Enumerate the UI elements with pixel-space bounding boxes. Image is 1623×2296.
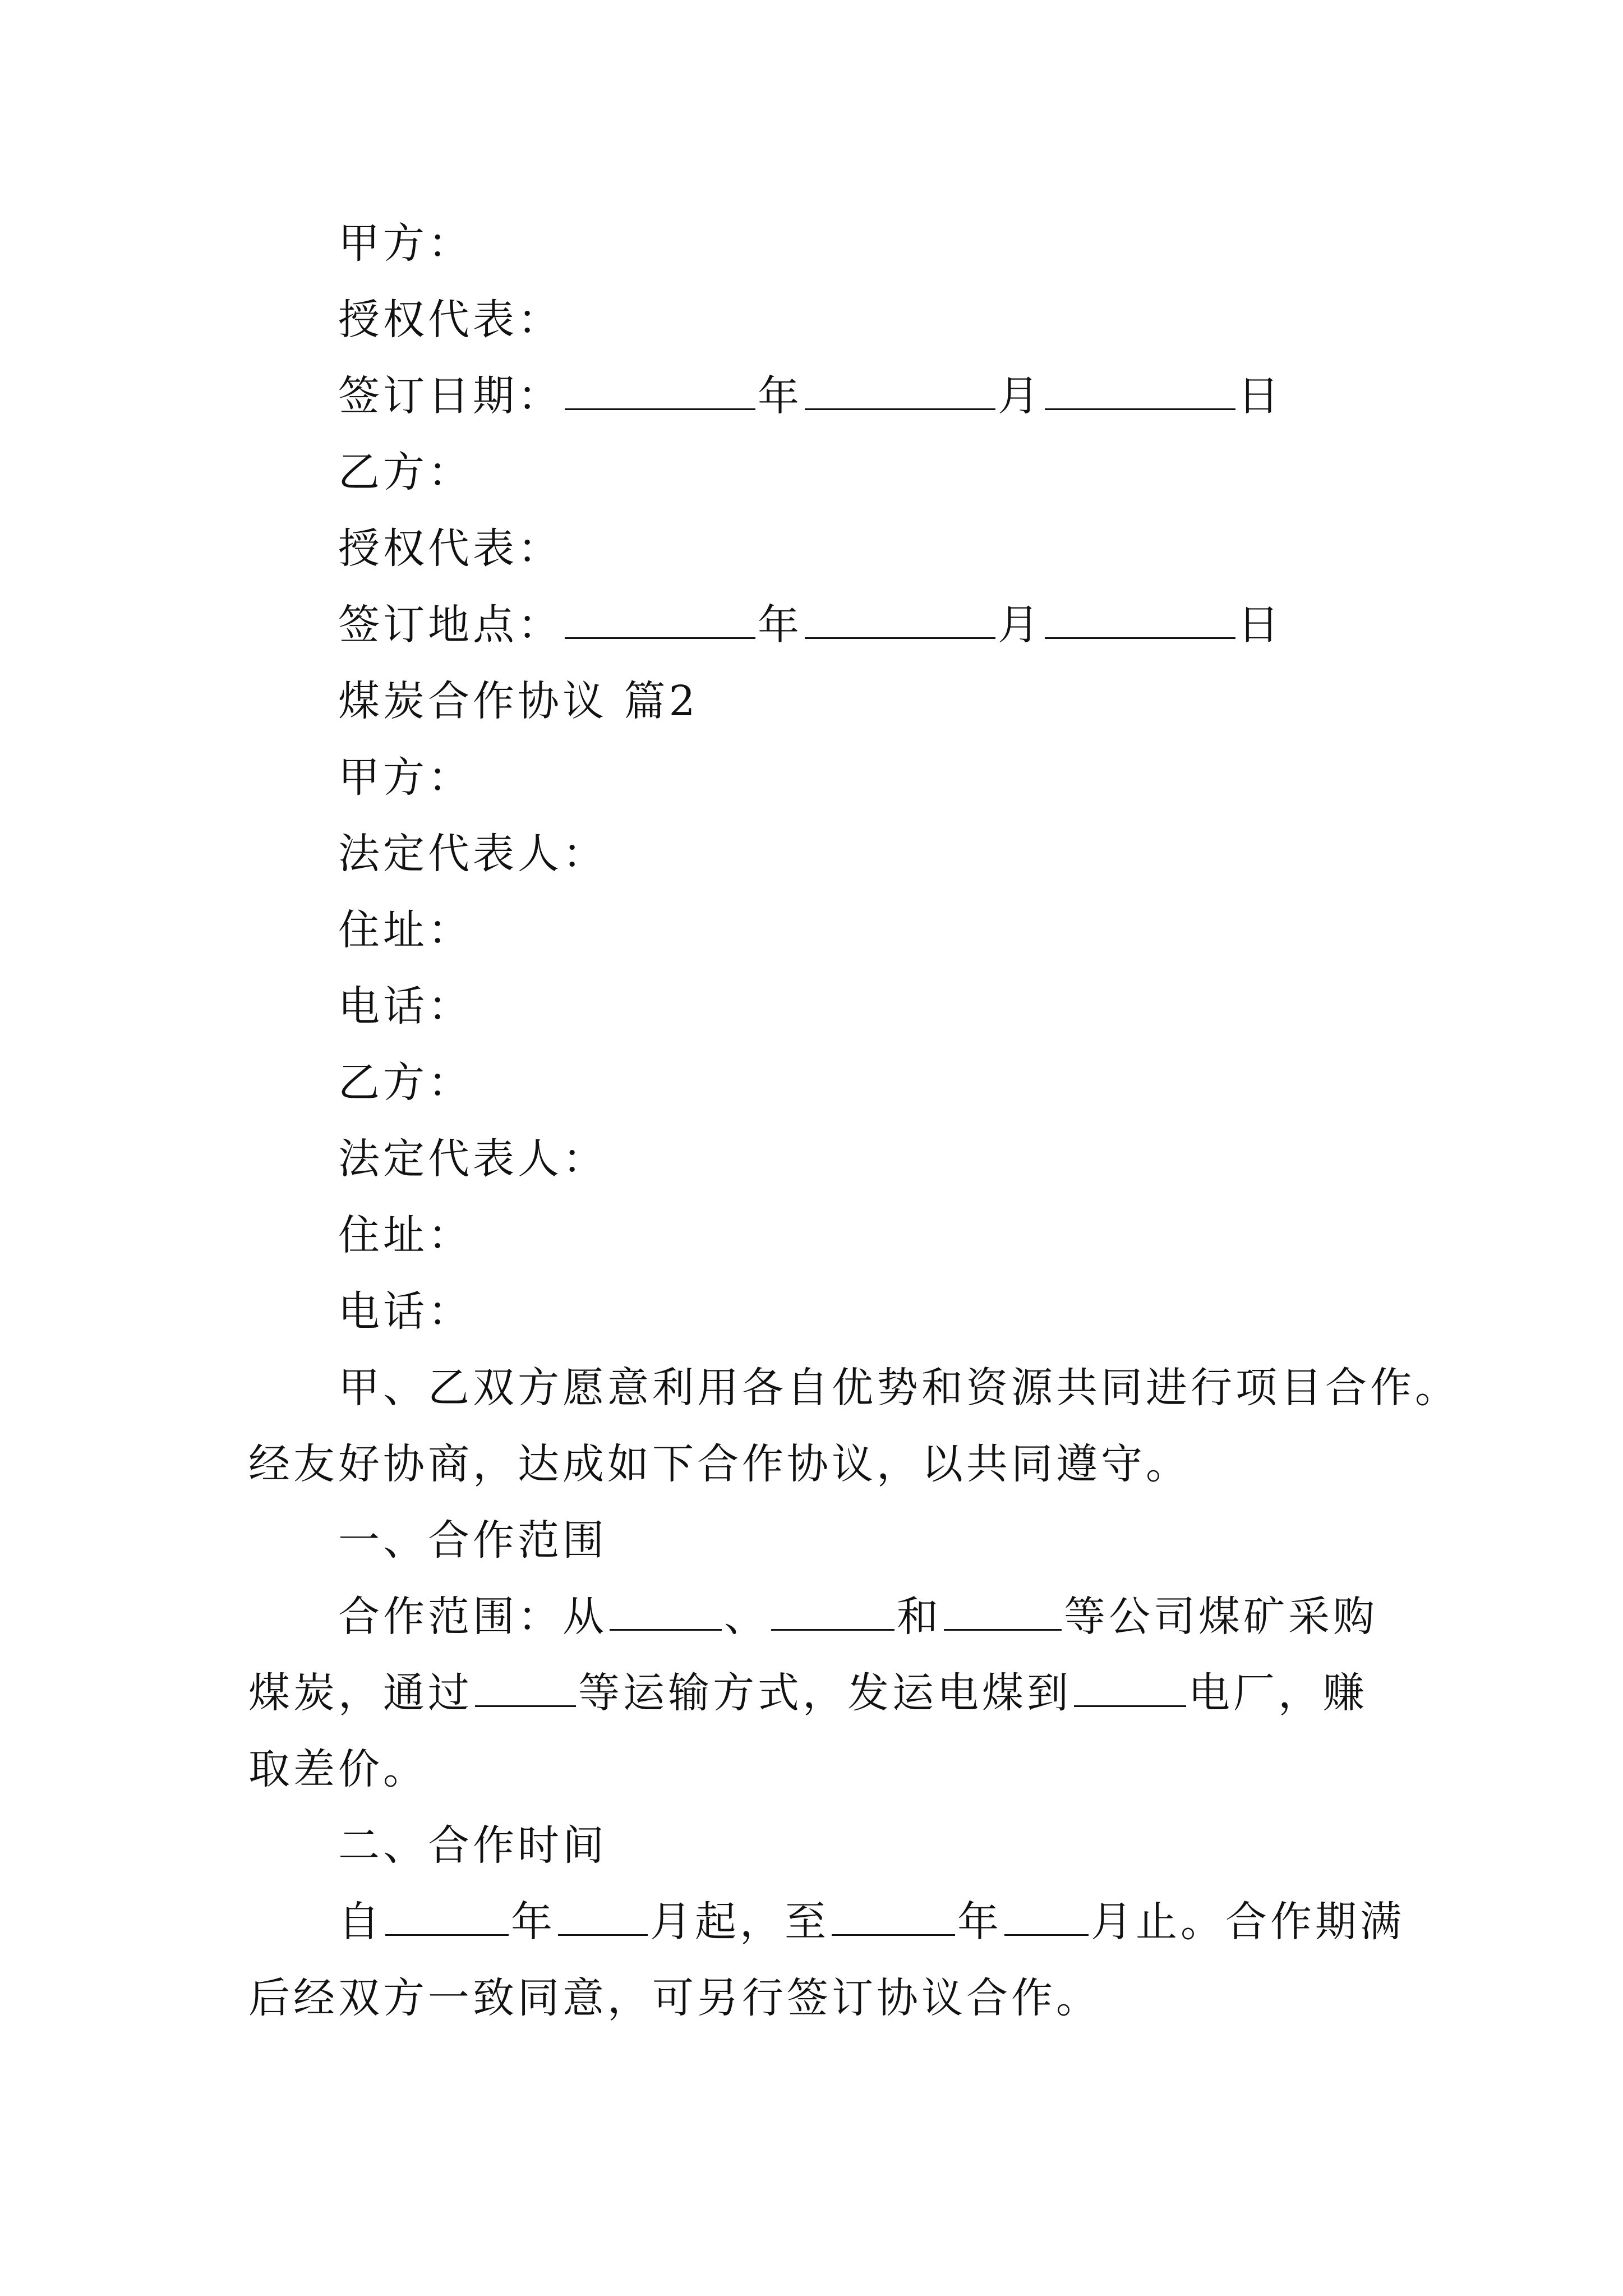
article-title: 煤炭合作协议 篇2 [338,677,699,725]
day-blank[interactable] [1045,604,1235,639]
scope-paragraph-line-1 [338,1589,1378,1645]
party-b-address-label: 住址： [338,1211,473,1259]
time-paragraph-line-2: 后经双方一致同意，可另行签订协议合作。 [248,1974,1101,2022]
day-blank[interactable] [1045,375,1235,410]
company-1-blank[interactable] [610,1595,722,1631]
year-label: 年 [758,601,803,649]
start-month-blank[interactable] [558,1901,648,1936]
company-2-blank[interactable] [771,1595,895,1631]
scope-paragraph-line-3: 取差价。 [248,1745,428,1793]
intro-paragraph-line-1: 甲、乙双方愿意利用各自优势和资源共同进行项目合作。 [338,1364,1460,1412]
party-a-label: 甲方： [338,753,473,802]
party-b-label: 乙方： [338,1059,473,1107]
day-label: 日 [1238,372,1283,420]
scope-text: 电厂，赚 [1188,1669,1368,1717]
party-a-address-label: 住址： [338,906,473,954]
scope-text: 等运输方式，发运电煤到 [578,1669,1072,1717]
party-b-rep-label: 授权代表： [338,524,562,573]
company-3-blank[interactable] [944,1595,1062,1631]
party-a-legal-label: 法定代表人： [338,830,607,878]
time-paragraph-line-1 [338,1894,1405,1950]
start-year-blank[interactable] [385,1901,509,1936]
time-text: 年 [511,1898,556,1946]
scope-text: 合作范围：从 [338,1593,607,1641]
time-text: 月止。合作期满 [1091,1898,1405,1946]
month-label: 月 [998,601,1043,649]
party-b-legal-label: 法定代表人： [338,1135,607,1183]
month-blank[interactable] [805,604,995,639]
time-text: 月起，至 [650,1898,829,1946]
end-month-blank[interactable] [1004,1901,1089,1936]
party-a-label: 甲方： [338,219,473,268]
party-b-phone-label: 电话： [338,1287,473,1336]
month-blank[interactable] [805,375,995,410]
sign-date-line [338,368,1283,424]
party-b-label: 乙方： [338,448,473,496]
scope-text: 等公司煤矿采购 [1064,1593,1378,1641]
year-label: 年 [758,372,803,420]
day-label: 日 [1238,601,1283,649]
month-label: 月 [998,372,1043,420]
year-blank[interactable] [565,604,755,639]
party-a-rep-label: 授权代表： [338,296,562,344]
end-year-blank[interactable] [832,1901,955,1936]
time-text: 年 [957,1898,1002,1946]
transport-blank[interactable] [475,1672,576,1707]
section-1-title: 一、合作范围 [338,1516,607,1565]
scope-paragraph-line-2 [248,1665,1368,1721]
scope-text: 煤炭，通过 [248,1669,473,1717]
time-text: 自 [338,1898,383,1946]
sign-place-label: 签订地点： [338,601,562,649]
sign-date-label: 签订日期： [338,372,562,420]
intro-paragraph-line-2: 经友好协商，达成如下合作协议，以共同遵守。 [248,1440,1191,1488]
party-a-phone-label: 电话： [338,982,473,1030]
section-2-title: 二、合作时间 [338,1821,607,1870]
year-blank[interactable] [565,375,755,410]
sign-place-line [338,597,1283,653]
power-plant-blank[interactable] [1074,1672,1186,1707]
scope-text: 和 [897,1593,942,1641]
scope-text: 、 [724,1593,769,1641]
